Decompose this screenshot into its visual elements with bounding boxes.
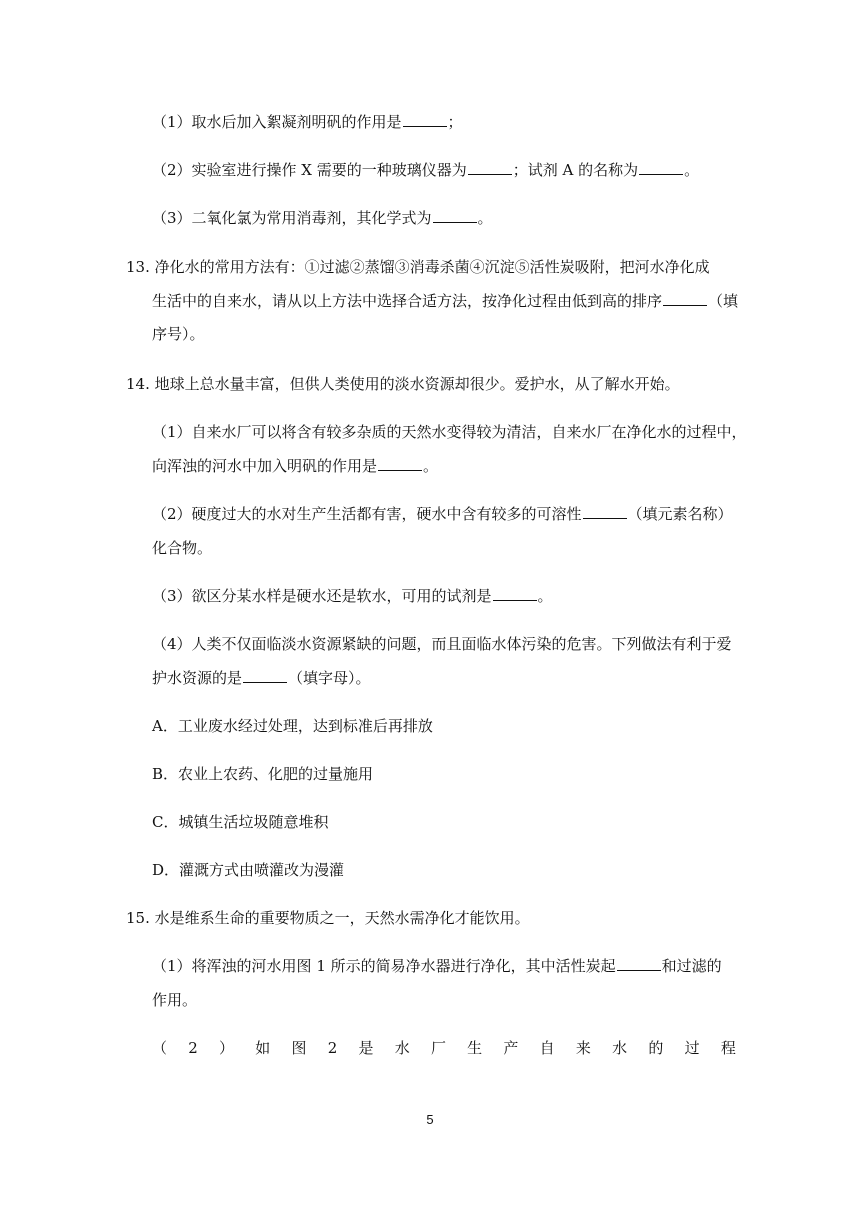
q12-part1-text: （1）取水后加入絮凝剂明矾的作用是 bbox=[152, 113, 402, 131]
answer-blank[interactable] bbox=[378, 456, 422, 471]
q14-stem: 14. 地球上总水量丰富，但供人类使用的淡水资源却很少。爱护水，从了解水开始。 bbox=[126, 375, 680, 393]
q15-part1-tail: 和过滤的 bbox=[661, 957, 722, 975]
q12-part2-text: （2）实验室进行操作 X 需要的一种玻璃仪器为 bbox=[152, 161, 467, 179]
q15-part2-char: 生 bbox=[467, 1039, 483, 1057]
answer-blank[interactable] bbox=[433, 208, 477, 223]
q14-part3-end: 。 bbox=[537, 587, 553, 605]
answer-blank[interactable] bbox=[663, 291, 707, 306]
q14-part1-line1: （1）自来水厂可以将含有较多杂质的天然水变得较为清洁，自来水厂在净化水的过程中， bbox=[152, 423, 747, 441]
q13-line3: 序号）。 bbox=[152, 325, 205, 343]
q12-part3-end: 。 bbox=[477, 209, 493, 227]
q12-part2 bbox=[152, 160, 699, 180]
q15-part1-line1 bbox=[152, 956, 722, 976]
q12-part1 bbox=[152, 112, 463, 132]
q14-part1-line2 bbox=[152, 456, 438, 476]
q14-option-a: A．工业废水经过处理，达到标准后再排放 bbox=[152, 717, 433, 735]
q15-stem: 15. 水是维系生命的重要物质之一，天然水需净化才能饮用。 bbox=[126, 909, 530, 927]
answer-blank[interactable] bbox=[468, 160, 512, 175]
answer-blank[interactable] bbox=[639, 160, 683, 175]
q14-part3 bbox=[152, 586, 553, 606]
q15-part2-char: 产 bbox=[503, 1039, 519, 1057]
q12-part1-end: ； bbox=[447, 113, 463, 131]
q15-part2-char: 水 bbox=[394, 1039, 410, 1057]
q13-line2-end: （填 bbox=[708, 292, 739, 310]
q14-part2-line2: 化合物。 bbox=[152, 539, 213, 557]
q13-line2 bbox=[152, 291, 738, 311]
q15-part2-char: 来 bbox=[575, 1039, 591, 1057]
q15-part2-char: 图 bbox=[291, 1039, 307, 1057]
q15-part2-char: 的 bbox=[648, 1039, 664, 1057]
q15-part2-char: 如 bbox=[255, 1039, 271, 1057]
q15-part2-char: 是 bbox=[358, 1039, 374, 1057]
q15-part2-char: 水 bbox=[612, 1039, 628, 1057]
q13-line2-text: 生活中的自来水，请从以上方法中选择合适方法，按净化过程由低到高的排序 bbox=[152, 292, 663, 310]
q12-part3 bbox=[152, 208, 493, 228]
q13-line1: 13. 净化水的常用方法有：①过滤②蒸馏③消毒杀菌④沉淀⑤活性炭吸附，把河水净化成 bbox=[126, 258, 710, 276]
q14-part4-text: 护水资源的是 bbox=[152, 669, 243, 687]
answer-blank[interactable] bbox=[583, 504, 627, 519]
q15-part2-char: 2 bbox=[327, 1039, 338, 1057]
q14-part3-text: （3）欲区分某水样是硬水还是软水，可用的试剂是 bbox=[152, 587, 492, 605]
q14-part1-text: 向浑浊的河水中加入明矾的作用是 bbox=[152, 457, 378, 475]
q14-part4-hint: （填字母）。 bbox=[288, 669, 371, 687]
q14-part2-hint: （填元素名称） bbox=[627, 505, 733, 523]
answer-blank[interactable] bbox=[617, 956, 661, 971]
q15-part2-char: 程 bbox=[720, 1039, 736, 1057]
q15-part2-char: （ bbox=[152, 1039, 168, 1057]
q14-part4-line2 bbox=[152, 668, 371, 688]
q15-part2-char: 厂 bbox=[430, 1039, 446, 1057]
q12-part2-mid: ；试剂 A 的名称为 bbox=[512, 161, 639, 179]
answer-blank[interactable] bbox=[403, 112, 447, 127]
q14-option-b: B．农业上农药、化肥的过量施用 bbox=[152, 765, 374, 783]
q15-part2-char: ） bbox=[219, 1039, 235, 1057]
q12-part2-end: 。 bbox=[684, 161, 700, 179]
q14-part2-line1 bbox=[152, 504, 733, 524]
q15-part1-text: （1）将浑浊的河水用图 1 所示的简易净水器进行净化，其中活性炭起 bbox=[152, 957, 616, 975]
q12-part3-text: （3）二氧化氯为常用消毒剂，其化学式为 bbox=[152, 209, 432, 227]
q15-part1-line2: 作用。 bbox=[152, 991, 198, 1009]
answer-blank[interactable] bbox=[243, 668, 287, 683]
q15-part2-char: 过 bbox=[684, 1039, 700, 1057]
q14-option-d: D．灌溉方式由喷灌改为漫灌 bbox=[152, 861, 345, 879]
q15-part2-char: 2 bbox=[188, 1039, 198, 1057]
q14-part1-end: 。 bbox=[423, 457, 439, 475]
q15-part2-justified-line bbox=[152, 1038, 736, 1058]
q14-part4-line1: （4）人类不仅面临淡水资源紧缺的问题，而且面临水体污染的危害。下列做法有利于爱 bbox=[152, 635, 732, 653]
answer-blank[interactable] bbox=[493, 586, 537, 601]
page-number: 5 bbox=[426, 1112, 434, 1127]
q14-option-c: C．城镇生活垃圾随意堆积 bbox=[152, 813, 329, 831]
q15-part2-char: 自 bbox=[539, 1039, 555, 1057]
q14-part2-text: （2）硬度过大的水对生产生活都有害，硬水中含有较多的可溶性 bbox=[152, 505, 582, 523]
